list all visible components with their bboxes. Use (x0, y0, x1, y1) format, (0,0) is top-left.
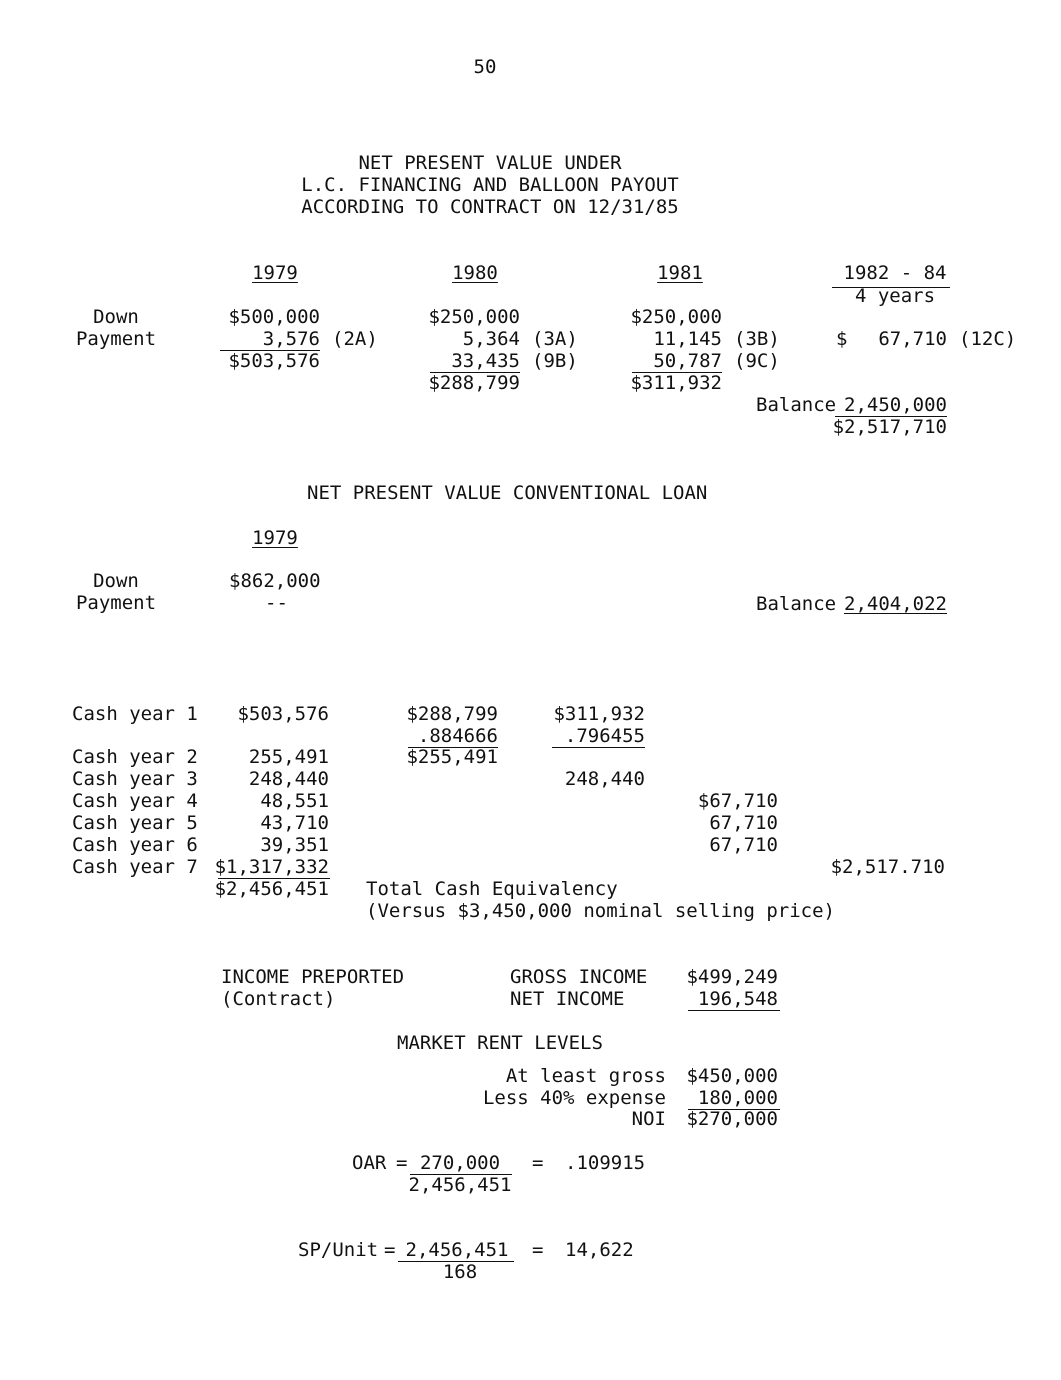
1979-total: $503,576 (228, 350, 320, 372)
gross-income-value: $499,249 (686, 966, 778, 988)
section2-year-heading: 1979 (252, 527, 298, 549)
col-d-value-2: 67,710 (709, 812, 778, 834)
cash-year-6-value: 39,351 (260, 834, 329, 856)
1982-balance-value: 2,450,000 (844, 394, 947, 416)
market-row-3-label: NOI (631, 1108, 666, 1130)
calc-b-amount: $311,932 (553, 703, 645, 725)
cash-total-label: Total Cash Equivalency (366, 878, 618, 900)
market-row-1-value: $450,000 (686, 1065, 778, 1087)
sp-unit-numerator: 2,456,451 (405, 1239, 509, 1261)
down-label: Down (93, 306, 139, 328)
1980-adjustment-a-ref: (3A) (532, 328, 578, 350)
net-income-label: NET INCOME (510, 988, 625, 1010)
oar-denominator: 2,456,451 (408, 1174, 512, 1196)
section2-down-payment: $862,000 (229, 570, 321, 592)
market-row-2-value: 180,000 (697, 1087, 778, 1109)
cash-year-1-value: $503,576 (237, 703, 329, 725)
1982-total: $2,517,710 (832, 416, 947, 438)
sp-unit-denominator: 168 (442, 1261, 478, 1283)
cash-year-7-label: Cash year 7 (72, 856, 198, 878)
cash-year-6-label: Cash year 6 (72, 834, 198, 856)
cash-year-3-label: Cash year 3 (72, 768, 198, 790)
year-1982-84-heading: 1982 - 84 (843, 262, 947, 284)
calc-a-result: $255,491 (406, 746, 498, 768)
cash-year-3-value: 248,440 (248, 768, 329, 790)
section1-title-line2: L.C. FINANCING AND BALLOON PAYOUT (301, 174, 679, 196)
section2-dash: -- (265, 592, 288, 614)
1982-currency-sign: $ (836, 328, 848, 350)
sp-unit-label: SP/Unit (298, 1239, 379, 1261)
section2-payment-label: Payment (75, 592, 157, 614)
cash-year-4-value: 48,551 (260, 790, 329, 812)
calc-b-rule (552, 747, 645, 748)
1980-adjustment-b: 33,435 (451, 350, 520, 372)
four-years-subheading: 4 years (854, 285, 936, 307)
payment-label: Payment (75, 328, 157, 350)
cash-year-2-value: 255,491 (248, 746, 329, 768)
1982-annual-payment: 67,710 (878, 328, 947, 350)
1981-adjustment-b: 50,787 (653, 350, 722, 372)
market-title: MARKET RENT LEVELS (397, 1032, 603, 1054)
year-1981-heading: 1981 (657, 262, 703, 284)
cash-year-4-label: Cash year 4 (72, 790, 198, 812)
1981-adjustment-a: 11,145 (653, 328, 722, 350)
oar-numerator: 270,000 (419, 1152, 501, 1174)
section2-down-label: Down (93, 570, 139, 592)
1982-balance-label: Balance (756, 394, 837, 416)
calc-a-factor: .884666 (417, 725, 498, 747)
market-row-2-label: Less 40% expense (482, 1087, 666, 1109)
gross-income-label: GROSS INCOME (510, 966, 648, 988)
oar-equals-1: = (396, 1152, 408, 1174)
calc-a-amount: $288,799 (406, 703, 498, 725)
oar-label: OAR (352, 1152, 387, 1174)
cash-year-2-label: Cash year 2 (72, 746, 198, 768)
section2-title: NET PRESENT VALUE CONVENTIONAL LOAN (307, 482, 708, 504)
col-d-value-1: $67,710 (697, 790, 778, 812)
market-row-1-label: At least gross (505, 1065, 666, 1087)
1981-adjustment-b-ref: (9C) (734, 350, 780, 372)
calc-b-factor: .796455 (564, 725, 645, 747)
page-number: 50 (473, 56, 497, 78)
1979-adjustment: 3,576 (262, 328, 320, 350)
1981-adjustment-a-ref: (3B) (734, 328, 780, 350)
sp-unit-result: 14,622 (565, 1239, 634, 1261)
net-income-value: 196,548 (697, 988, 778, 1010)
1979-down-payment: $500,000 (228, 306, 320, 328)
1981-down-payment: $250,000 (630, 306, 722, 328)
calc-b-result: 248,440 (564, 768, 645, 790)
1982-annual-payment-ref: (12C) (959, 328, 1017, 350)
section1-title-line3: ACCORDING TO CONTRACT ON 12/31/85 (301, 196, 679, 218)
oar-result: .109915 (565, 1152, 646, 1174)
section2-balance-value: 2,404,022 (844, 593, 947, 615)
sp-unit-equals-2: = (532, 1239, 544, 1261)
market-row-3-value: $270,000 (686, 1108, 778, 1130)
1981-total: $311,932 (630, 372, 722, 394)
cash-year-5-label: Cash year 5 (72, 812, 198, 834)
section2-balance-label: Balance (756, 593, 837, 615)
year-1980-heading: 1980 (452, 262, 498, 284)
col-d-value-3: 67,710 (709, 834, 778, 856)
oar-equals-2: = (532, 1152, 544, 1174)
1980-total: $288,799 (428, 372, 520, 394)
cash-year-1-label: Cash year 1 (72, 703, 198, 725)
1980-adjustment-a: 5,364 (462, 328, 520, 350)
col-e-value: $2,517.710 (830, 856, 945, 878)
cash-total-note: (Versus $3,450,000 nominal selling price) (366, 900, 835, 922)
1980-adjustment-b-ref: (9B) (532, 350, 578, 372)
section1-title-line1: NET PRESENT VALUE UNDER (358, 152, 622, 174)
cash-year-7-value: $1,317,332 (214, 856, 329, 878)
net-income-rule (688, 1010, 780, 1011)
income-label-2: (Contract) (221, 988, 336, 1010)
cash-total-value: $2,456,451 (214, 878, 329, 900)
income-label-1: INCOME PREPORTED (221, 966, 405, 988)
1979-adjustment-ref: (2A) (332, 328, 378, 350)
1980-down-payment: $250,000 (428, 306, 520, 328)
year-1979-heading: 1979 (252, 262, 298, 284)
cash-year-5-value: 43,710 (260, 812, 329, 834)
sp-unit-equals-1: = (384, 1239, 396, 1261)
